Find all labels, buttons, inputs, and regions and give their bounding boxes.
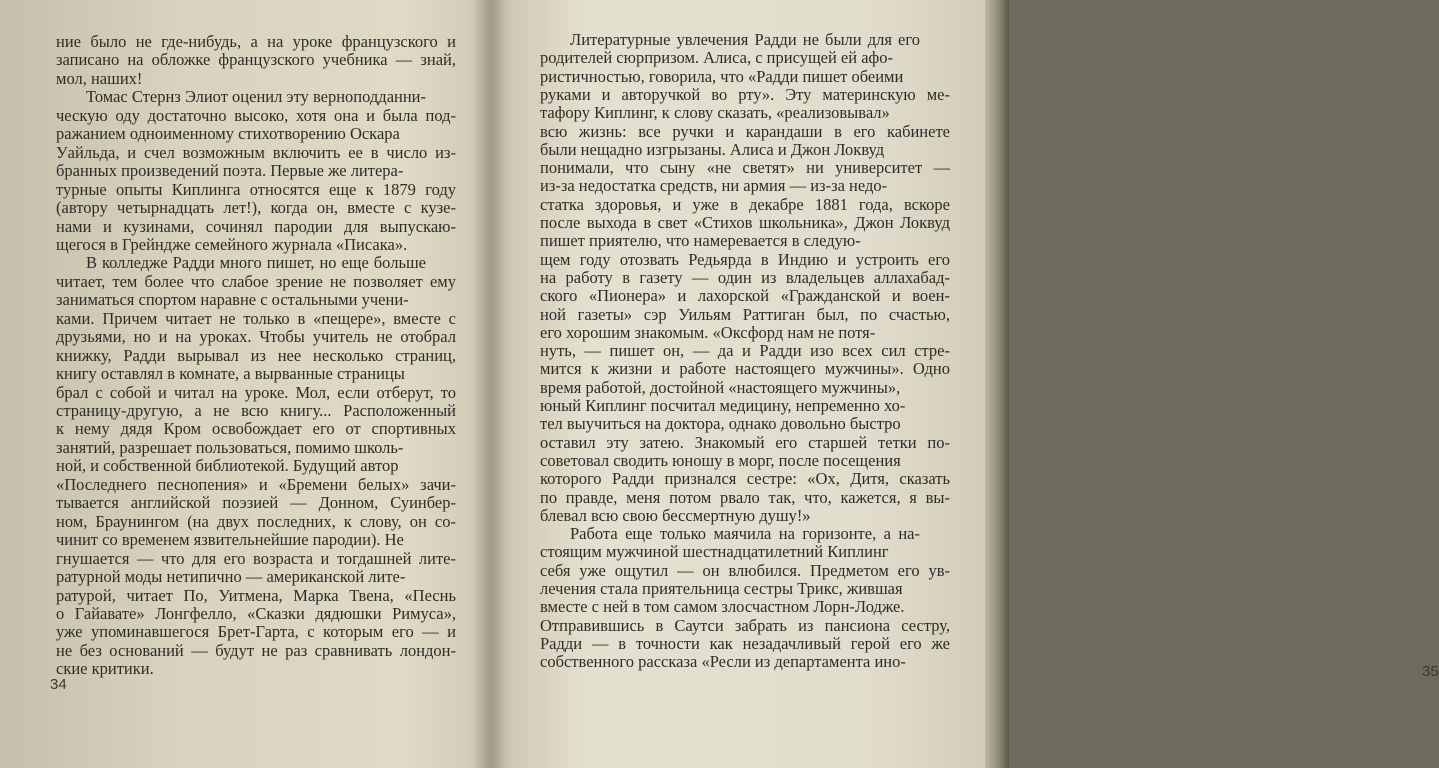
text-line: на работу в газету — один из владельцев аллахабад- xyxy=(540,267,950,287)
text-line: Литературные увлечения Радди не были для его xyxy=(570,30,920,49)
text-line: Томас Стернз Элиот оценил эту верноподданни- xyxy=(86,87,426,107)
text-line: нами и кузинами, сочинял пародии для выпускаю- xyxy=(56,216,456,236)
text-line: лечения стала приятельница сестры Трикс, жившая xyxy=(540,579,903,598)
text-line: себя уже ощутил — он влюбился. Предметом его ув- xyxy=(540,560,950,580)
text-line: вместе с ней в том самом злосчастном Лорн-Лодже. xyxy=(540,597,905,617)
text-line: понимали, что сыну «не светят» ни университет — xyxy=(540,158,950,178)
text-line: стоящим мужчиной шестнадцатилетний Киплинг xyxy=(540,542,889,562)
text-line: тафору Киплинг, к слову сказать, «реализовывал» xyxy=(540,103,890,123)
text-line: ратурной моды нетипично — американской лите- xyxy=(56,567,406,587)
text-line: после выхода в свет «Стихов школьника», Джон Локвуд xyxy=(540,213,950,232)
right-page-number: 35 xyxy=(1422,663,1439,680)
page-edge-shadow xyxy=(985,0,1009,768)
text-line: которого Радди признался сестре: «Ох, Дитя, сказать xyxy=(540,469,950,489)
text-line: оставил эту затею. Знакомый его старшей тетки по- xyxy=(540,432,950,452)
text-line: «Последнего песнопения» и «Бремени белых» зачи- xyxy=(56,474,456,494)
right-page xyxy=(505,0,1439,768)
text-line: мится к жизни и работе настоящего мужчины». Одно xyxy=(540,359,950,379)
text-line: ражанием одноименному стихотворению Оскара xyxy=(56,124,400,144)
text-line: ками. Причем читает не только в «пещере», вместе с xyxy=(56,308,456,328)
text-line: его хорошим знакомым. «Оксфорд нам не потя- xyxy=(540,322,876,342)
text-line: гнушается — что для его возраста и тогдашней лите- xyxy=(56,548,456,568)
text-line: щегося в Грейндже семейного журнала «Писака». xyxy=(56,234,408,254)
text-line: пишет приятелю, что намеревается в следую- xyxy=(540,231,861,251)
text-line: ние было не где-нибудь, а на уроке французского и xyxy=(56,32,456,51)
text-line: заниматься спортом наравне с остальными учени- xyxy=(56,290,409,310)
text-line: Уайльда, и счел возможным включить ее в число из- xyxy=(56,142,456,162)
text-line: ческую оду достаточно высоко, хотя она и была под- xyxy=(56,105,456,125)
text-line: по правде, меня потом рвало так, что, кажется, я вы- xyxy=(540,487,950,507)
text-line: ном, Браунингом (на двух последних, к слову, он со- xyxy=(56,511,456,531)
text-line: статка здоровья, и уже в декабре 1881 года, вскоре xyxy=(540,194,950,214)
text-line: ной газеты» сэр Уильям Раттиган был, по счастью, xyxy=(540,304,950,324)
left-page xyxy=(0,0,478,768)
text-line: книгу оставлял в комнате, а вырванные страницы xyxy=(56,364,405,384)
text-line: из-за недостатка средств, ни армия — из-за недо- xyxy=(540,176,888,196)
text-line: ристичностью, говорила, что «Радди пишет обеими xyxy=(540,66,904,86)
text-line: ратурой, читает По, Уитмена, Марка Твена, «Песнь xyxy=(56,585,456,605)
text-line: были нещадно изгрызаны. Алиса и Джон Локвуд xyxy=(540,139,885,159)
text-line: ского «Пионера» и лахорской «Гражданской и воен- xyxy=(540,286,950,306)
text-line: читает, тем более что слабое зрение не позволяет ему xyxy=(56,271,456,291)
text-line: В колледже Радди много пишет, но еще больше xyxy=(86,253,426,273)
text-line: всю жизнь: все ручки и карандаши в его кабинете xyxy=(540,121,950,141)
text-line: книжку, Радди вырывал из нее несколько страниц, xyxy=(56,345,456,365)
text-line: занятий, разрешает пользоваться, помимо школь- xyxy=(56,437,404,457)
text-line: брал с собой и читал на уроке. Мол, если отберут, то xyxy=(56,382,456,402)
text-line: уже упоминавшегося Брет-Гарта, с которым его — и xyxy=(56,622,456,642)
text-line: записано на обложке французского учебника — знай, xyxy=(56,50,456,70)
text-line: блевал всю свою бессмертную душу!» xyxy=(540,505,811,525)
text-line: родителей сюрпризом. Алиса, с присущей ей афо- xyxy=(540,48,893,68)
text-line: (автору четырнадцать лет!), когда он, вместе с кузе- xyxy=(56,198,456,218)
text-line: Работа еще только маячила на горизонте, а на- xyxy=(570,524,920,544)
text-line: тывается английской поэзией — Донном, Суинбер- xyxy=(56,493,456,513)
text-line: бранных произведений поэта. Первые же литера- xyxy=(56,161,404,181)
text-line: Отправившись в Саутси забрать из пансиона сестру, xyxy=(540,615,950,635)
text-line: мол, наших! xyxy=(56,68,143,88)
text-line: ские критики. xyxy=(56,659,154,679)
text-line: о Гайавате» Лонгфелло, «Сказки дядюшки Римуса», xyxy=(56,603,456,623)
left-page-number: 34 xyxy=(50,676,67,693)
text-line: не без оснований — будут не раз сравнивать лондон- xyxy=(56,640,456,660)
text-line: Радди — в точности как незадачливый герой его же xyxy=(540,633,950,653)
text-line: страницу-другую, а не всю книгу... Расположенный xyxy=(56,401,456,420)
text-line: щем году отозвать Редьярда в Индию и устроить его xyxy=(540,249,950,269)
text-line: советовал сводить юношу в морг, после посещения xyxy=(540,450,901,470)
text-line: юный Киплинг посчитал медицину, непременно хо- xyxy=(540,396,906,415)
text-line: чинит со временем язвительнейшие пародии). Не xyxy=(56,530,404,550)
text-line: друзьями, но и на уроках. Чтобы учитель не отобрал xyxy=(56,327,456,347)
text-line: нуть, — пишет он, — да и Радди изо всех сил стре- xyxy=(540,341,950,361)
text-line: руками и авторучкой во рту». Эту материнскую ме- xyxy=(540,84,950,104)
text-line: ной, и собственной библиотекой. Будущий автор xyxy=(56,456,399,476)
text-line: турные опыты Киплинга относятся еще к 1879 году xyxy=(56,179,456,199)
text-line: тел выучиться на доктора, однако довольно быстро xyxy=(540,414,901,434)
text-line: к нему дядя Кром освобождает его от спортивных xyxy=(56,419,456,439)
text-line: собственного рассказа «Ресли из департамента ино- xyxy=(540,652,906,672)
text-line: время работой, достойной «настоящего мужчины», xyxy=(540,377,901,397)
